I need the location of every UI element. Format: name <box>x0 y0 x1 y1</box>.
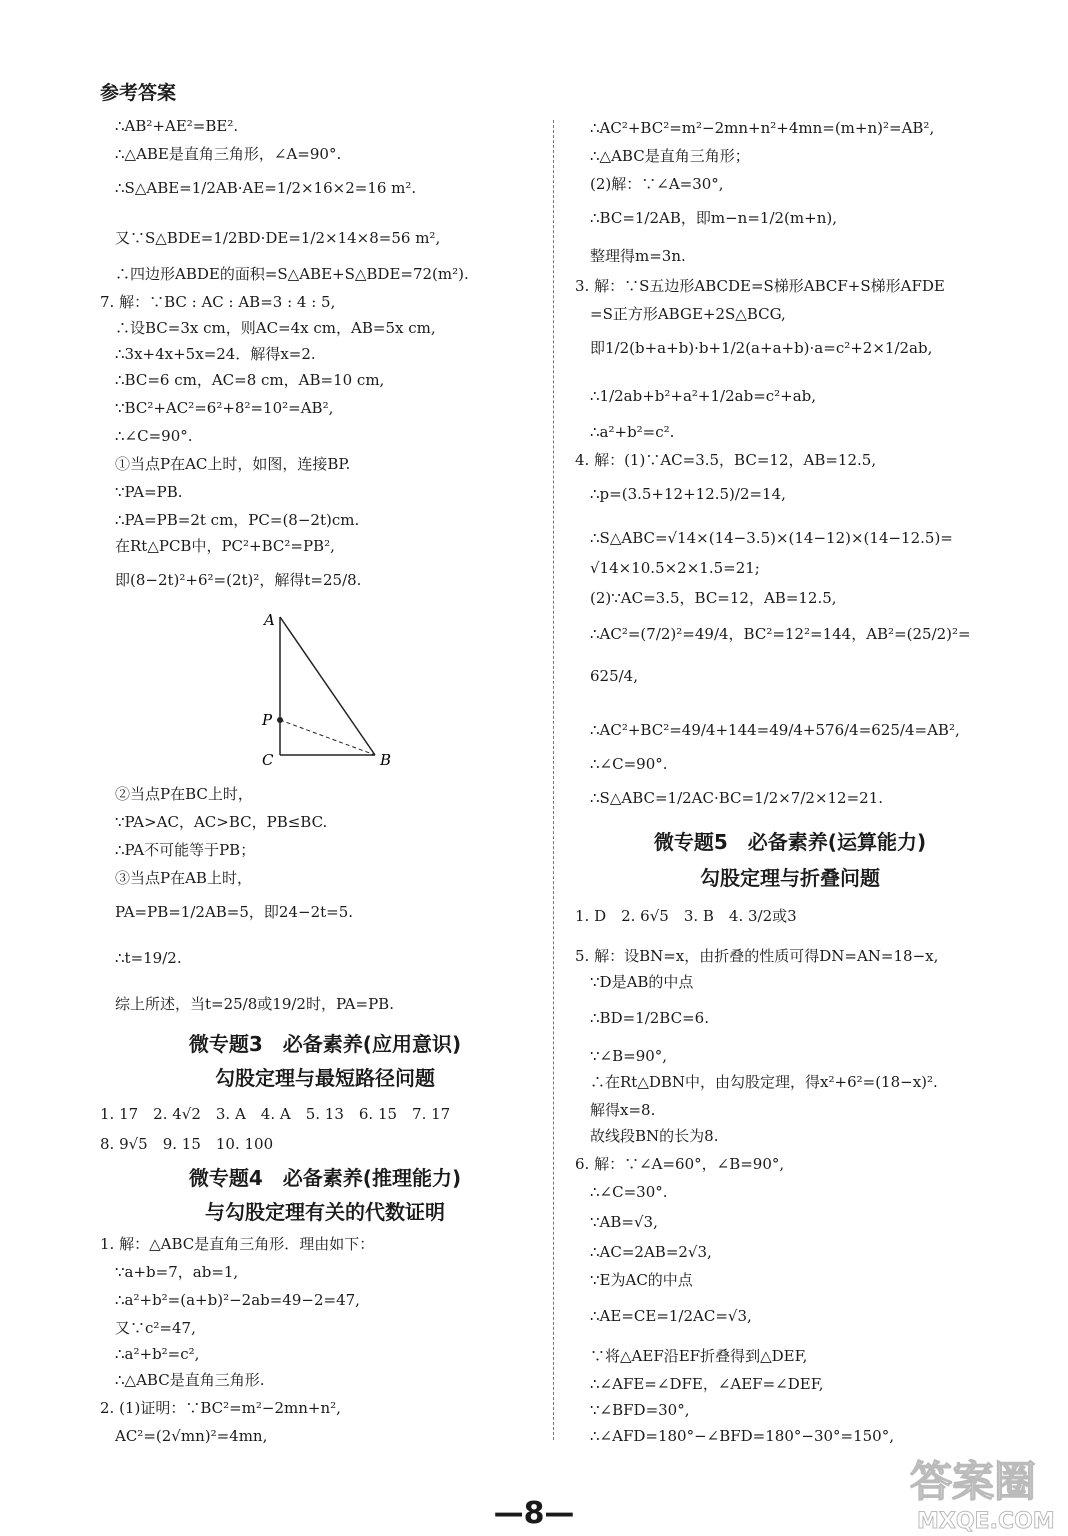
answer-line: (2)∵AC=3.5，BC=12，AB=12.5, <box>590 589 837 607</box>
answer-line: 1. 17 2. 4√2 3. A 4. A 5. 13 6. 15 7. 17 <box>100 1105 451 1123</box>
answer-line: ∵BC²+AC²=6²+8²=10²=AB², <box>115 399 334 417</box>
answer-line: ∵∠BFD=30°, <box>590 1401 690 1419</box>
answer-line: 整理得m=3n. <box>590 247 686 265</box>
answer-line: ∴t=19/2. <box>115 949 182 967</box>
section-heading: 与勾股定理有关的代数证明 <box>205 1200 445 1224</box>
answer-line: ∴∠C=30°. <box>590 1183 668 1201</box>
svg-text:MXQE.COM: MXQE.COM <box>917 1509 1055 1533</box>
answer-line: ∴设BC=3x cm，则AC=4x cm，AB=5x cm, <box>115 319 436 337</box>
answer-line: 又∵c²=47, <box>115 1319 196 1337</box>
answer-line: ∴a²+b²=(a+b)²−2ab=49−2=47, <box>115 1291 360 1309</box>
figure-label-p: P <box>262 711 273 729</box>
answer-line: ∴AC=2AB=2√3, <box>590 1243 712 1261</box>
answer-line: ②当点P在BC上时， <box>115 785 253 803</box>
page-header-title: 参考答案 <box>100 82 177 104</box>
answer-line: ∴AC²+BC²=49/4+144=49/4+576/4=625/4=AB², <box>590 721 960 739</box>
answer-line: AC²=(2√mn)²=4mn, <box>115 1427 268 1445</box>
answer-line: 即(8−2t)²+6²=(2t)²，解得t=25/8. <box>115 571 362 589</box>
answer-line: ∴1/2ab+b²+a²+1/2ab=c²+ab, <box>590 387 817 405</box>
answer-line: 1. 解：△ABC是直角三角形．理由如下： <box>100 1235 375 1253</box>
answer-line: 5. 解：设BN=x，由折叠的性质可得DN=AN=18−x, <box>575 947 939 965</box>
answer-line: 4. 解：(1)∵AC=3.5，BC=12，AB=12.5, <box>575 451 877 469</box>
answer-line: ∴AE=CE=1/2AC=√3, <box>590 1307 752 1325</box>
answer-line: ∵将△AEF沿EF折叠得到△DEF, <box>590 1347 808 1365</box>
answer-line: =S正方形ABGE+2S△BCG, <box>590 305 786 323</box>
column-divider <box>553 120 554 1440</box>
answer-line: ∵PA=PB. <box>115 483 183 501</box>
answer-line: ∵a+b=7，ab=1, <box>115 1263 239 1281</box>
answer-line: ∵PA>AC，AC>BC，PB≤BC. <box>115 813 328 831</box>
answer-line: ∴△ABE是直角三角形，∠A=90°. <box>115 145 342 163</box>
answer-line: ∴PA不可能等于PB； <box>115 841 256 859</box>
answer-line: ∴a²+b²=c², <box>115 1345 200 1363</box>
answer-line: ∴∠C=90°. <box>115 427 193 445</box>
section-heading: 微专题4 必备素养(推理能力) <box>188 1166 462 1190</box>
answer-line: 即1/2(b+a+b)·b+1/2(a+a+b)·a=c²+2×1/2ab, <box>590 339 933 357</box>
answer-line: ∵∠B=90°, <box>590 1047 668 1065</box>
answer-line: ∵AB=√3, <box>590 1213 658 1231</box>
answer-line: ∴3x+4x+5x=24．解得x=2. <box>115 345 316 363</box>
answer-line: ①当点P在AC上时，如图，连接BP. <box>115 455 351 473</box>
answer-line: ∴BD=1/2BC=6. <box>590 1009 709 1027</box>
answer-line: 1. D 2. 6√5 3. B 4. 3/2或3 <box>575 907 797 925</box>
answer-line: 综上所述，当t=25/8或19/2时，PA=PB. <box>115 995 394 1013</box>
answer-line: ∴∠AFE=∠DFE，∠AEF=∠DEF, <box>590 1375 824 1393</box>
answer-line: ∴S△ABC=1/2AC·BC=1/2×7/2×12=21. <box>590 789 884 807</box>
answer-line: ∴PA=PB=2t cm，PC=(8−2t)cm. <box>115 511 360 529</box>
answer-line: 6. 解：∵∠A=60°，∠B=90°, <box>575 1155 785 1173</box>
answer-line: ∴BC=1/2AB，即m−n=1/2(m+n), <box>590 209 837 227</box>
answer-line: 又∵S△BDE=1/2BD·DE=1/2×14×8=56 m², <box>115 229 441 247</box>
triangle-figure <box>250 605 410 775</box>
answer-line: 解得x=8. <box>590 1101 656 1119</box>
answer-line: ∴AB²+AE²=BE². <box>115 117 239 135</box>
answer-line: ∴△ABC是直角三角形. <box>115 1371 265 1389</box>
section-heading: 勾股定理与最短路径问题 <box>215 1066 435 1090</box>
answer-line: ∴△ABC是直角三角形； <box>590 147 750 165</box>
answer-line: ∴AC²=(7/2)²=49/4，BC²=12²=144，AB²=(25/2)²= <box>590 625 971 643</box>
page-number: —8— <box>493 1496 575 1531</box>
answer-line: ∴BC=6 cm，AC=8 cm，AB=10 cm, <box>115 371 385 389</box>
answer-line: ∴p=(3.5+12+12.5)/2=14, <box>590 485 786 503</box>
answer-line: 8. 9√5 9. 15 10. 100 <box>100 1135 274 1153</box>
answer-line: (2)解：∵∠A=30°, <box>590 175 724 193</box>
answer-line: ③当点P在AB上时， <box>115 869 252 887</box>
answer-line: ∴四边形ABDE的面积=S△ABE+S△BDE=72(m²). <box>115 265 469 283</box>
answer-line: ∵D是AB的中点 <box>590 973 694 991</box>
answer-line: ∴∠C=90°. <box>590 755 668 773</box>
watermark-logo <box>905 1448 1065 1533</box>
answer-line: ∴S△ABC=√14×(14−3.5)×(14−12)×(14−12.5)= <box>590 529 953 547</box>
figure-label-a: A <box>264 611 275 629</box>
answer-line: 7. 解：∵BC : AC : AB=3 : 4 : 5, <box>100 293 336 311</box>
answer-line: √14×10.5×2×1.5=21; <box>590 559 760 577</box>
section-heading: 勾股定理与折叠问题 <box>700 866 880 890</box>
answer-line: ∴∠AFD=180°−∠BFD=180°−30°=150°, <box>590 1427 894 1445</box>
section-heading: 微专题5 必备素养(运算能力) <box>653 830 927 854</box>
answer-line: 在Rt△PCB中，PC²+BC²=PB², <box>115 537 335 555</box>
section-heading: 微专题3 必备素养(应用意识) <box>188 1032 462 1056</box>
answer-line: ∴S△ABE=1/2AB·AE=1/2×16×2=16 m². <box>115 179 417 197</box>
answer-line: ∴AC²+BC²=m²−2mn+n²+4mn=(m+n)²=AB², <box>590 119 935 137</box>
answer-line: ∴a²+b²=c². <box>590 423 675 441</box>
svg-text:答案圈: 答案圈 <box>910 1457 1037 1506</box>
answer-line: 625/4, <box>590 667 638 685</box>
answer-line: PA=PB=1/2AB=5，即24−2t=5. <box>115 903 354 921</box>
answer-line: 2. (1)证明：∵BC²=m²−2mn+n², <box>100 1399 341 1417</box>
answer-line: 3. 解：∵S五边形ABCDE=S梯形ABCF+S梯形AFDE <box>575 277 945 295</box>
figure-label-b: B <box>380 751 392 769</box>
figure-label-c: C <box>262 751 274 769</box>
answer-line: ∵E为AC的中点 <box>590 1271 693 1289</box>
answer-line: 故线段BN的长为8. <box>590 1127 719 1145</box>
answer-line: ∴在Rt△DBN中，由勾股定理，得x²+6²=(18−x)². <box>590 1073 938 1091</box>
